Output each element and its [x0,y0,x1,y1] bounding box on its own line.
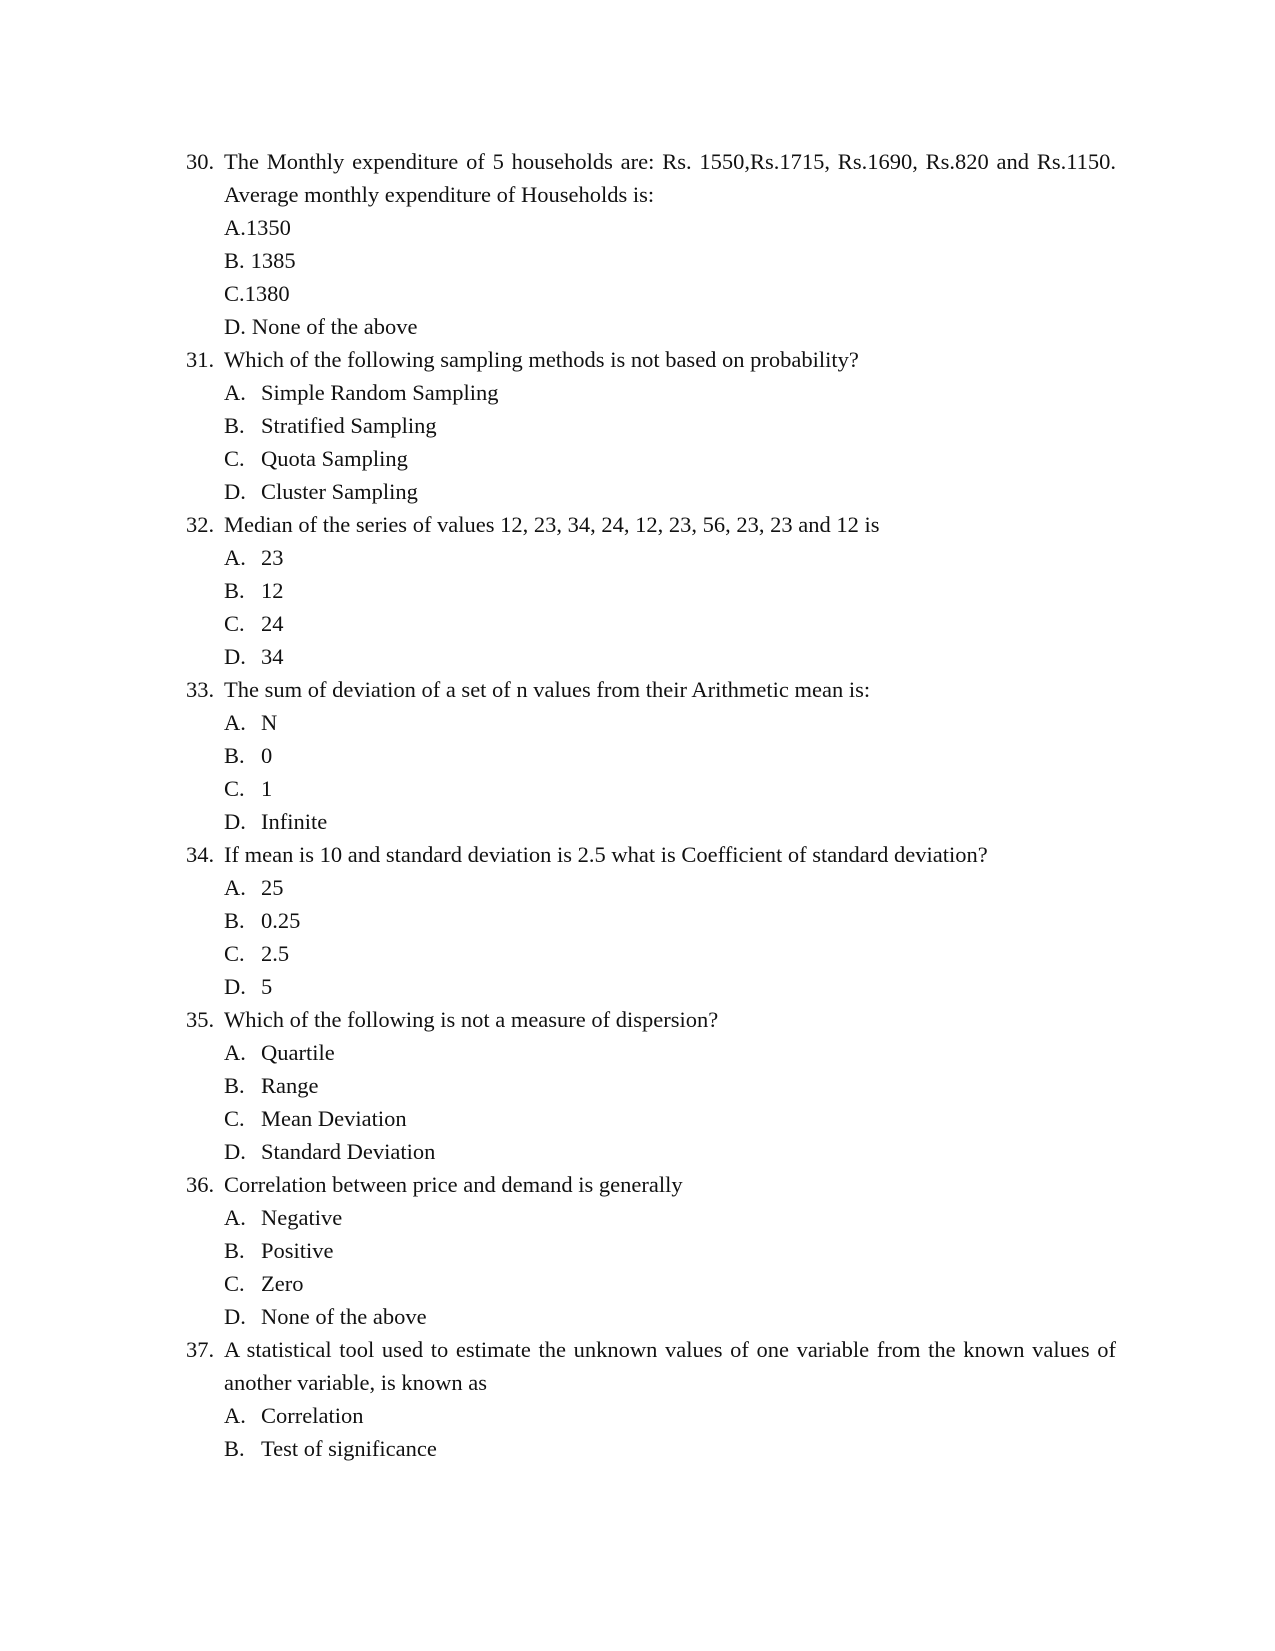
option-letter: C. [224,611,245,636]
option-a [224,1201,1116,1234]
question-list [186,145,1116,1465]
option-letter: D. [224,479,246,504]
option-c [224,937,1116,970]
question-number: 34. [186,842,215,867]
option-letter: B. [224,1436,245,1461]
option-letter: C. [224,941,245,966]
option-letter: B. [224,248,245,273]
option-d [224,1135,1116,1168]
option-letter: A. [224,215,246,240]
option-b [224,1069,1116,1102]
option-b [224,1234,1116,1267]
question-text: The Monthly expenditure of 5 households are: Rs. 1550,Rs.1715, Rs.1690, Rs.820 and Rs.1150. Average monthly expenditure of Households is: [224,149,1116,207]
option-letter: C. [224,1271,245,1296]
question-text: The sum of deviation of a set of n values from their Arithmetic mean is: [224,677,871,702]
option-letter: B. [224,413,245,438]
option-letter: B. [224,908,245,933]
question-text: A statistical tool used to estimate the unknown values of one variable from the known values of another variable, is known as [224,1337,1116,1395]
question-number: 30. [186,149,215,174]
option-text: 1385 [250,248,296,273]
option-text: Correlation [261,1403,364,1428]
option-letter: A. [224,1205,246,1230]
option-list [186,871,1116,1003]
option-a [224,871,1116,904]
option-letter: C. [224,446,245,471]
option-letter: C. [224,281,245,306]
question-33 [186,673,1116,838]
option-d [224,805,1116,838]
option-letter: A. [224,875,246,900]
option-text: 0 [261,743,273,768]
question-text: Which of the following is not a measure of dispersion? [224,1007,719,1032]
option-text: 34 [261,644,284,669]
option-text: Infinite [261,809,328,834]
option-b [224,1432,1116,1465]
option-list [186,376,1116,508]
question-36 [186,1168,1116,1333]
option-text: 1350 [245,215,291,240]
option-c [224,277,1116,310]
option-letter: D. [224,644,246,669]
option-text: Stratified Sampling [261,413,437,438]
option-letter: B. [224,578,245,603]
option-d [224,1300,1116,1333]
option-text: None of the above [261,1304,427,1329]
question-number: 35. [186,1007,215,1032]
option-a [224,211,1116,244]
option-text: Standard Deviation [261,1139,436,1164]
question-number: 33. [186,677,215,702]
option-text: Range [261,1073,319,1098]
option-text: 5 [261,974,273,999]
option-a [224,376,1116,409]
question-32 [186,508,1116,673]
option-c [224,607,1116,640]
option-letter: A. [224,545,246,570]
question-number: 36. [186,1172,215,1197]
option-list [186,211,1116,343]
option-d [224,970,1116,1003]
option-letter: D. [224,809,246,834]
option-letter: A. [224,710,246,735]
option-text: None of the above [251,314,418,339]
option-letter: D. [224,1304,246,1329]
question-30 [186,145,1116,343]
option-text: Mean Deviation [261,1106,407,1131]
question-37 [186,1333,1116,1465]
option-a [224,1399,1116,1432]
option-letter: C. [224,1106,245,1131]
question-text: Median of the series of values 12, 23, 34, 24, 12, 23, 56, 23, 23 and 12 is [224,512,880,537]
option-text: Quartile [261,1040,335,1065]
option-letter: A. [224,1403,246,1428]
option-list [186,1399,1116,1465]
option-text: N [261,710,278,735]
option-letter: B. [224,1238,245,1263]
option-c [224,1267,1116,1300]
option-text: 23 [261,545,284,570]
option-a [224,1036,1116,1069]
option-d [224,475,1116,508]
option-letter: A. [224,1040,246,1065]
question-number: 31. [186,347,215,372]
option-letter: B. [224,743,245,768]
option-b [224,739,1116,772]
option-letter: B. [224,1073,245,1098]
option-text: Test of significance [261,1436,437,1461]
option-text: 1380 [244,281,290,306]
option-text: 0.25 [261,908,301,933]
option-a [224,541,1116,574]
option-text: Cluster Sampling [261,479,418,504]
option-a [224,706,1116,739]
option-letter: D. [224,314,246,339]
option-b [224,244,1116,277]
option-d [224,640,1116,673]
option-list [186,541,1116,673]
option-c [224,1102,1116,1135]
option-b [224,409,1116,442]
option-text: Quota Sampling [261,446,408,471]
question-text: Correlation between price and demand is generally [224,1172,683,1197]
option-letter: A. [224,380,246,405]
option-list [186,1201,1116,1333]
option-list [186,706,1116,838]
option-b [224,574,1116,607]
option-text: 12 [261,578,284,603]
question-35 [186,1003,1116,1168]
question-34 [186,838,1116,1003]
option-text: Positive [261,1238,334,1263]
question-31 [186,343,1116,508]
question-number: 37. [186,1337,215,1362]
question-number: 32. [186,512,215,537]
option-text: Negative [261,1205,343,1230]
option-c [224,772,1116,805]
option-text: 24 [261,611,284,636]
option-d [224,310,1116,343]
option-letter: C. [224,776,245,801]
option-text: Simple Random Sampling [261,380,499,405]
option-text: 2.5 [261,941,290,966]
option-list [186,1036,1116,1168]
option-letter: D. [224,1139,246,1164]
question-text: If mean is 10 and standard deviation is 2.5 what is Coefficient of standard deviation? [224,842,988,867]
option-text: 1 [261,776,273,801]
option-b [224,904,1116,937]
option-text: 25 [261,875,284,900]
question-text: Which of the following sampling methods is not based on probability? [224,347,859,372]
option-text: Zero [261,1271,304,1296]
option-c [224,442,1116,475]
option-letter: D. [224,974,246,999]
